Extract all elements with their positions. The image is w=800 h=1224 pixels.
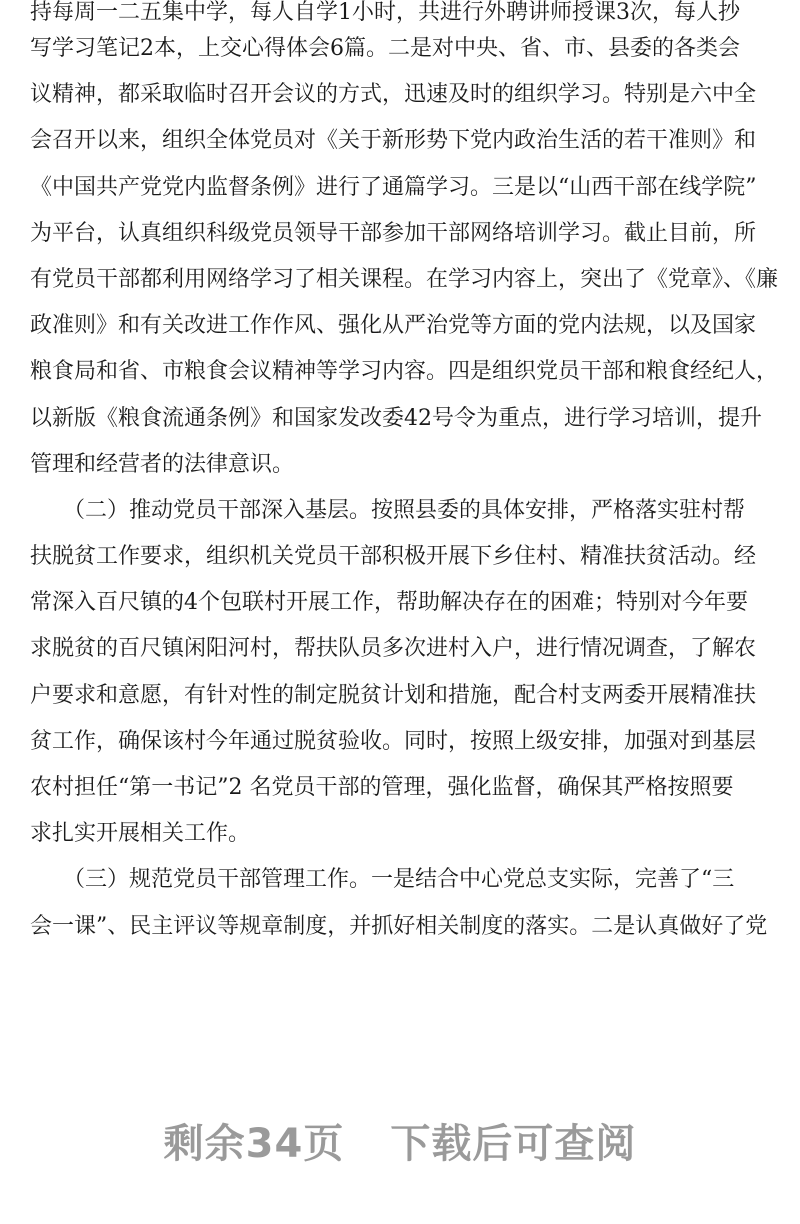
paragraph-2-start: （二）推动党员干部深入基层。按照县委的具体安排，严格落实驻村帮	[30, 497, 746, 523]
text-line: 《中国共产党党内监督条例》进行了通篇学习。三是以“山西干部在线学院”	[30, 174, 757, 200]
text-line: 常深入百尺镇的4个包联村开展工作，帮助解决存在的困难；特别对今年要	[30, 590, 748, 616]
text-line: 扶脱贫工作要求，组织机关党员干部积极开展下乡住村、精准扶贫活动。经	[30, 544, 757, 570]
text-line: 写学习笔记2本，上交心得体会6篇。二是对中央、省、市、县委的各类会	[30, 36, 740, 61]
text-line: 管理和经营者的法律意识。	[30, 451, 295, 477]
text-line: 会一课”、民主评议等规章制度，并抓好相关制度的落实。二是认真做好了党	[30, 913, 768, 939]
text-line: 政准则》和有关改进工作作风、强化从严治党等方面的党内法规，以及国家	[30, 313, 757, 339]
text-line: 贫工作，确保该村今年通过脱贫验收。同时，按照上级安排，加强对到基层	[30, 728, 757, 754]
text-line: 会召开以来，组织全体党员对《关于新形势下党内政治生活的若干准则》和	[30, 128, 757, 154]
text-line: 为平台，认真组织科级党员领导干部参加干部网络培训学习。截止目前，所	[30, 220, 757, 246]
text-line: 持每周一二五集中学，每人自学1小时，共进行外聘讲师授课3次，每人抄	[30, 0, 740, 25]
download-prompt-text: 下载后可查阅	[390, 1121, 637, 1167]
text-line: 以新版《粮食流通条例》和国家发改委42号令为重点，进行学习培训，提升	[30, 405, 762, 431]
text-line: 求扎实开展相关工作。	[30, 821, 251, 847]
text-line: 议精神，都采取临时召开会议的方式，迅速及时的组织学习。特别是六中全	[30, 82, 757, 108]
text-line: 户要求和意愿，有针对性的制定脱贫计划和措施，配合村支两委开展精准扶	[30, 682, 757, 708]
text-line: 有党员干部都利用网络学习了相关课程。在学习内容上，突出了《党章》、《廉	[30, 266, 778, 292]
download-banner[interactable]	[0, 1112, 800, 1169]
document-body	[30, 0, 778, 950]
text-line: 粮食局和省、市粮食会议精神等学习内容。四是组织党员干部和粮食经纪人，	[30, 359, 778, 385]
paragraph-3-start: （三）规范党员干部管理工作。一是结合中心党总支实际，完善了“三	[30, 867, 735, 893]
remaining-pages-text: 剩余34页	[163, 1121, 345, 1167]
text-line: 求脱贫的百尺镇闲阳河村，帮扶队员多次进村入户，进行情况调查，了解农	[30, 636, 757, 662]
text-line: 农村担任“第一书记”2 名党员干部的管理，强化监督，确保其严格按照要	[30, 775, 734, 800]
